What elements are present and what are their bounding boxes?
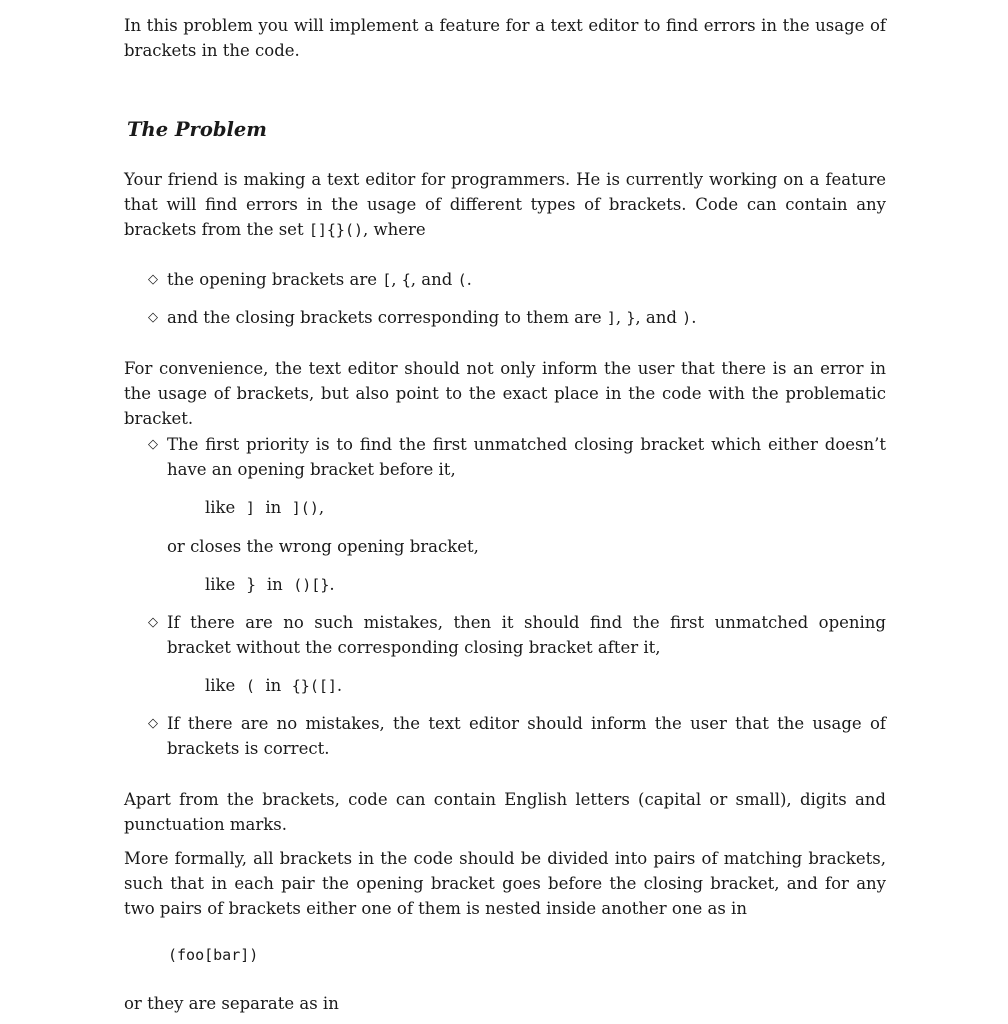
list-item-opening bbox=[148, 267, 886, 293]
diamond-bullet-icon: ◇ bbox=[148, 310, 158, 325]
diamond-bullet-icon: ◇ bbox=[148, 716, 158, 731]
intro-paragraph: In this problem you will implement a feature for a text editor to find errors in the usage of brackets in the code. bbox=[124, 16, 886, 60]
diamond-bullet-icon: ◇ bbox=[148, 615, 158, 630]
example-wrong-closing bbox=[205, 572, 335, 598]
list-text: the opening brackets are bbox=[167, 270, 383, 289]
example-end: , bbox=[318, 498, 325, 517]
example-end: . bbox=[329, 575, 335, 594]
list-join: , and bbox=[410, 270, 458, 289]
example-unmatched-closing bbox=[205, 495, 324, 521]
code-bracket: } bbox=[626, 309, 636, 327]
example-symbol: ( bbox=[245, 677, 255, 695]
list-join: , bbox=[615, 308, 627, 327]
example-code: ]() bbox=[291, 499, 319, 517]
list-suffix: . bbox=[691, 308, 697, 327]
example-in: in bbox=[265, 498, 282, 517]
characters-paragraph: Apart from the brackets, code can contain English letters (capital or small), digits and punctuation marks. bbox=[124, 790, 886, 834]
example-in: in bbox=[265, 676, 282, 695]
problem-paragraph bbox=[124, 167, 886, 243]
convenience-paragraph: For convenience, the text editor should not only inform the user that there is an error in the usage of brackets, but also point to the exact place in the code with the problematic bracket. bbox=[124, 359, 886, 428]
problem-text: Your friend is making a text editor for programmers. He is currently working on a feature that will find errors in the usage of different types of brackets. Code can contain any brackets from the set bbox=[124, 170, 886, 239]
example-in: in bbox=[266, 575, 283, 594]
bracket-set: []{}() bbox=[308, 221, 364, 239]
example-end: . bbox=[336, 676, 343, 695]
example-unmatched-opening bbox=[205, 673, 342, 699]
code-bracket: [ bbox=[382, 271, 392, 289]
example-symbol: } bbox=[245, 575, 257, 594]
list-item-priority-two bbox=[148, 610, 886, 660]
list-text: The first priority is to find the first unmatched closing bracket which either doesn’t have an opening bracket before it, bbox=[167, 435, 886, 479]
example-code: {}([] bbox=[291, 677, 337, 695]
list-text: and the closing brackets corresponding to them are bbox=[167, 308, 607, 327]
list-text: If there are no mistakes, the text editor should inform the user that the usage of brackets is correct. bbox=[167, 714, 886, 758]
code-bracket: { bbox=[401, 271, 411, 289]
list-join: , and bbox=[635, 308, 683, 327]
list-item-priority-one bbox=[148, 432, 886, 482]
code-example-nested: (foo[bar]) bbox=[168, 946, 259, 964]
example-like: like bbox=[205, 498, 236, 517]
code-bracket: ) bbox=[682, 309, 692, 327]
example-like: like bbox=[205, 676, 236, 695]
formal-paragraph: More formally, all brackets in the code should be divided into pairs of matching brackets, such that in each pair the opening bracket goes before the closing bracket, and for any two pairs of brackets either one of them is nested inside another one as in bbox=[124, 849, 886, 918]
list-join: , bbox=[391, 270, 402, 289]
example-like: like bbox=[205, 575, 236, 594]
example-symbol: ] bbox=[245, 499, 255, 517]
list-continuation: or closes the wrong opening bracket, bbox=[167, 537, 479, 556]
diamond-bullet-icon: ◇ bbox=[148, 437, 158, 452]
list-suffix: . bbox=[466, 270, 472, 289]
diamond-bullet-icon: ◇ bbox=[148, 272, 158, 287]
list-item-no-mistakes bbox=[148, 711, 886, 761]
code-bracket: ( bbox=[457, 271, 467, 289]
problem-tail: , where bbox=[363, 220, 426, 239]
list-item-closing bbox=[148, 305, 886, 331]
list-text: If there are no such mistakes, then it should find the first unmatched opening bracket without the corresponding closing bracket after it, bbox=[167, 613, 886, 657]
example-code: ()[} bbox=[293, 576, 330, 594]
code-bracket: ] bbox=[606, 309, 616, 327]
separate-paragraph: or they are separate as in bbox=[124, 994, 339, 1013]
section-heading: The Problem bbox=[127, 118, 267, 141]
